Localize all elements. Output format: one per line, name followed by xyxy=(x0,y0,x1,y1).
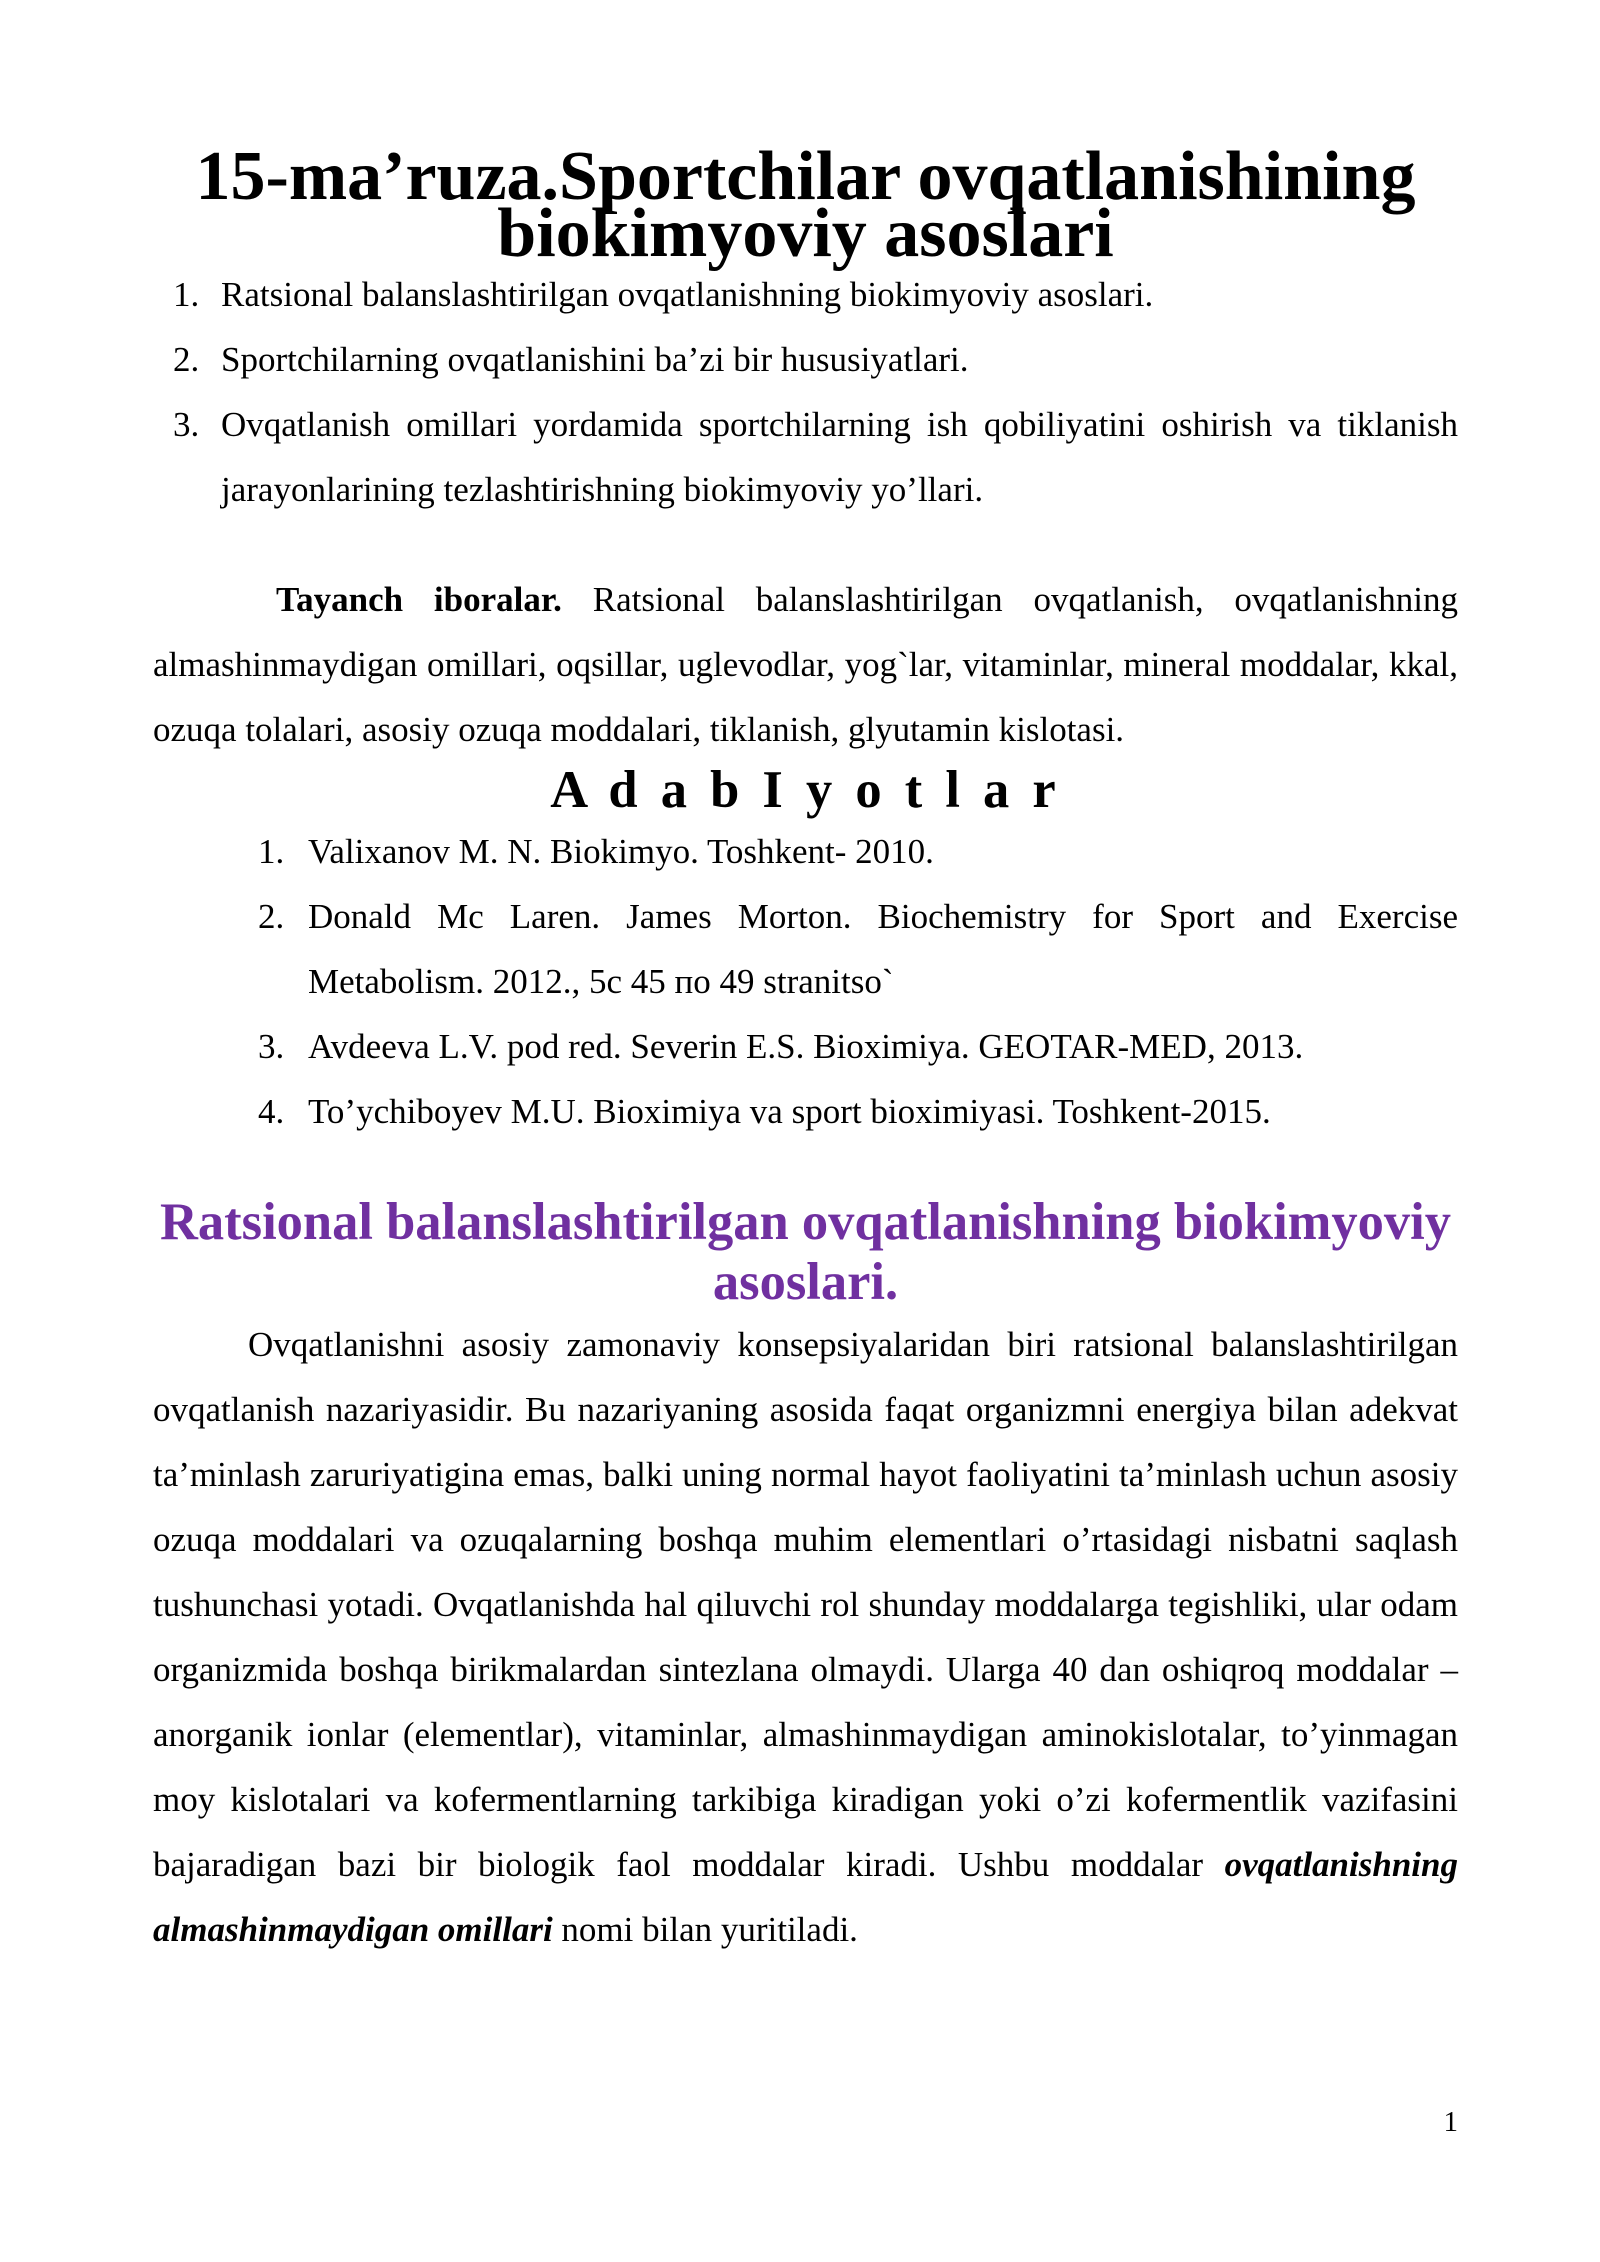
references-list xyxy=(153,819,1458,1144)
section-body-text: Ovqatlanishni asosiy zamonaviy konsepsiyalaridan biri ratsional balanslashtirilgan ovqatlanish nazariyasidir. Bu nazariyaning asosida faqat organizmni energiya bilan adekvat ta’minlash zaruriyatigina emas, balki uning normal hayot faoliyatini ta’minlash uchun asosiy ozuqa moddalari va ozuqalarning boshqa muhim elementlari o’rtasidagi nisbatni saqlash tushunchasi yotadi. Ovqatlanishda hal qiluvchi rol shunday moddalarga tegishliki, ular odam organizmida boshqa birikmalardan sintezlana olmaydi. Ularga 40 dan oshiqroq moddalar – anorganik ionlar (elementlar), vitaminlar, almashinmaydigan aminokislotalar, to’yinmagan moy kislotalari va kofermentlarning tarkibiga kiradigan yoki o’zi kofermentlik vazifasini bajaradigan bazi bir biologik faol moddalar kiradi. Ushbu moddalar xyxy=(153,1325,1458,1884)
reference-text: Donald Mc Laren. James Morton. Biochemistry for Sport and Exercise Metabolism. 2012., 5c 45 по 49 stranitso` xyxy=(308,897,1458,1001)
section-body-emphasis: ovqatlanishning almashinmaydigan omillari xyxy=(153,1845,1458,1949)
keywords-paragraph xyxy=(153,567,1458,762)
outline-item xyxy=(153,262,1458,327)
reference-item xyxy=(153,1079,1458,1144)
outline-item-number: 3. xyxy=(173,405,200,444)
reference-number: 4. xyxy=(258,1092,285,1131)
outline-item-text: Ovqatlanish omillari yordamida sportchilarning ish qobiliyatini oshirish va tiklanish jarayonlarining tezlashtirishning biokimyoviy yo’llari. xyxy=(221,405,1458,509)
outline-item-number: 1. xyxy=(173,275,200,314)
outline-item-text: Ratsional balanslashtirilgan ovqatlanishning biokimyoviy asoslari. xyxy=(221,275,1154,314)
reference-number: 3. xyxy=(258,1027,285,1066)
section-body xyxy=(153,1312,1458,1962)
outline-item-text: Sportchilarning ovqatlanishini ba’zi bir hususiyatlari. xyxy=(221,340,969,379)
references-heading: A d a b I y o t l a r xyxy=(550,761,1061,819)
keywords-label: Tayanch iboralar. xyxy=(276,580,562,619)
reference-text: Avdeeva L.V. pod red. Severin E.S. Bioximiya. GEOTAR-MED, 2013. xyxy=(308,1027,1304,1066)
reference-text: To’ychiboyev M.U. Bioximiya va sport bioximiyasi. Toshkent-2015. xyxy=(308,1092,1271,1131)
page-content xyxy=(153,138,1458,1962)
outline-item-number: 2. xyxy=(173,340,200,379)
section-title: Ratsional balanslashtirilgan ovqatlanishning biokimyoviy asoslari. xyxy=(160,1193,1451,1311)
lecture-title: 15-ma’ruza.Sportchilar ovqatlanishining biokimyoviy asoslari xyxy=(195,138,1416,272)
reference-item xyxy=(153,819,1458,884)
reference-item xyxy=(153,1014,1458,1079)
spacer xyxy=(153,1144,1458,1192)
reference-item xyxy=(153,884,1458,1014)
reference-text: Valixanov M. N. Biokimyo. Toshkent- 2010. xyxy=(308,832,934,871)
page-number: 1 xyxy=(1443,2106,1458,2138)
section-body-text-end: nomi bilan yuritiladi. xyxy=(552,1910,858,1949)
keywords-text: Ratsional balanslashtirilgan ovqatlanish, ovqatlanishning almashinmaydigan omillari, oqsillar, uglevodlar, yog`lar, vitaminlar, mineral moddalar, kkal, ozuqa tolalari, asosiy ozuqa moddalari, tiklanish, glyutamin kislotasi. xyxy=(153,580,1458,749)
reference-number: 2. xyxy=(258,897,285,936)
outline-item xyxy=(153,327,1458,392)
outline-item xyxy=(153,392,1458,522)
lecture-outline xyxy=(153,262,1458,522)
spacer xyxy=(153,522,1458,567)
reference-number: 1. xyxy=(258,832,285,871)
